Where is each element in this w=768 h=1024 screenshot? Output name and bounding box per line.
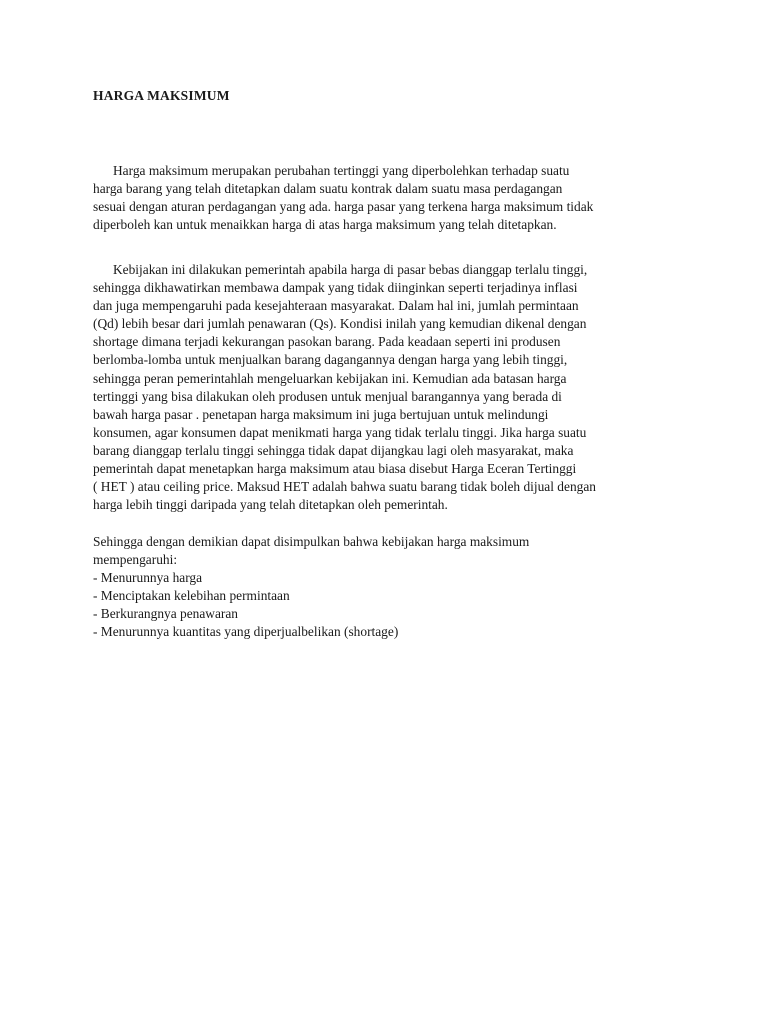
conclusion-intro-line: Sehingga dengan demikian dapat disimpulkan bahwa kebijakan harga maksimum xyxy=(93,534,530,549)
text-line: Kebijakan ini dilakukan pemerintah apabila harga di pasar bebas dianggap terlalu tinggi, xyxy=(113,262,588,277)
text-line: pemerintah dapat menetapkan harga maksimum atau biasa disebut Harga Eceran Tertinggi xyxy=(93,461,577,477)
text-line: tertinggi yang bisa dilakukan oleh produsen untuk menjual barangannya yang berada di xyxy=(93,388,562,404)
text-line: barang dianggap terlalu tinggi sehingga tidak dapat dijangkau lagi oleh masyarakat, maka xyxy=(93,442,574,458)
list-item: - Menciptakan kelebihan permintaan xyxy=(93,588,290,604)
text-line: sehingga dikhawatirkan membawa dampak yang tidak diinginkan seperti terjadinya inflasi xyxy=(93,280,578,296)
conclusion-section xyxy=(93,533,683,642)
text-line: (Qd) lebih besar dari jumlah penawaran (Qs). Kondisi inilah yang kemudian dikenal dengan xyxy=(93,316,587,332)
paragraph-definition xyxy=(93,162,683,234)
text-line: shortage dimana terjadi kekurangan pasokan barang. Pada keadaan seperti ini produsen xyxy=(93,334,561,350)
conclusion-list xyxy=(93,569,683,641)
text-line: ( HET ) atau ceiling price. Maksud HET adalah bahwa suatu barang tidak boleh dijual dengan xyxy=(93,479,596,495)
document-title: HARGA MAKSIMUM xyxy=(93,88,230,103)
list-item: - Menurunnya kuantitas yang diperjualbelikan (shortage) xyxy=(93,624,399,640)
list-item: - Berkurangnya penawaran xyxy=(93,606,238,622)
list-item: - Menurunnya harga xyxy=(93,570,203,586)
text-line: harga barang yang telah ditetapkan dalam suatu kontrak dalam suatu masa perdagangan xyxy=(93,181,563,197)
text-line: harga lebih tinggi daripada yang telah ditetapkan oleh pemerintah. xyxy=(93,497,448,513)
text-line: sesuai dengan aturan perdagangan yang ada. harga pasar yang terkena harga maksimum tidak xyxy=(93,199,594,215)
paragraph-policy xyxy=(93,261,683,514)
text-line: sehingga peran pemerintahlah mengeluarkan kebijakan ini. Kemudian ada batasan harga xyxy=(93,370,567,386)
text-line: Harga maksimum merupakan perubahan tertinggi yang diperbolehkan terhadap suatu xyxy=(113,163,570,178)
text-line: dan juga mempengaruhi pada kesejahteraan masyarakat. Dalam hal ini, jumlah permintaan xyxy=(93,298,579,314)
text-line: berlomba-lomba untuk menjualkan barang dagangannya dengan harga yang lebih tinggi, xyxy=(93,352,568,368)
conclusion-intro-line: mempengaruhi: xyxy=(93,552,178,568)
text-line: bawah harga pasar . penetapan harga maksimum ini juga bertujuan untuk melindungi xyxy=(93,406,549,422)
text-line: konsumen, agar konsumen dapat menikmati harga yang tidak terlalu tinggi. Jika harga suatu xyxy=(93,424,587,440)
text-line: diperboleh kan untuk menaikkan harga di atas harga maksimum yang telah ditetapkan. xyxy=(93,217,557,233)
